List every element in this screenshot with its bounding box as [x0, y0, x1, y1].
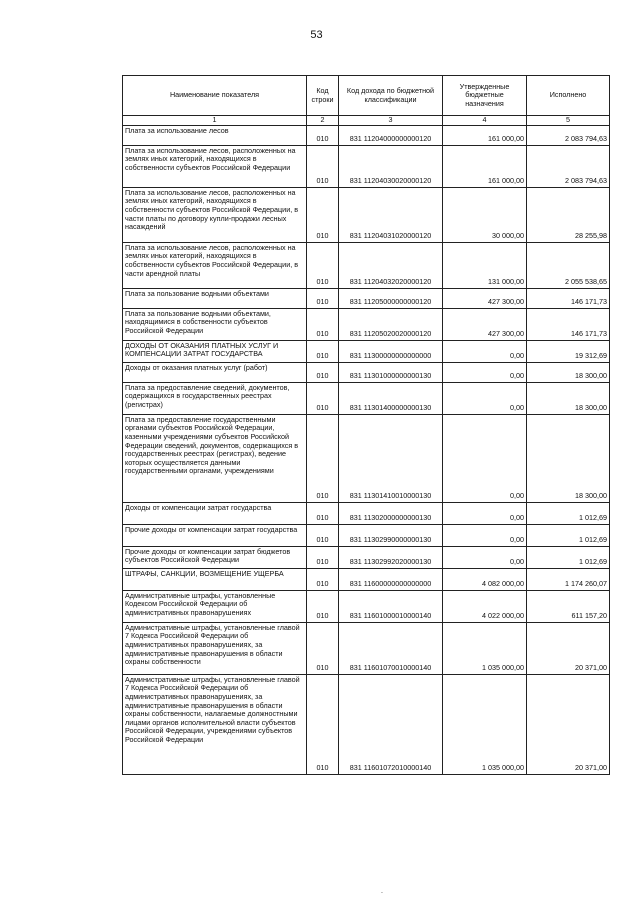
row-code: 010: [307, 308, 339, 340]
row-code: 010: [307, 125, 339, 145]
table-row: [123, 502, 610, 524]
income-code: 831 11601072010000140: [339, 674, 443, 774]
row-code: 010: [307, 568, 339, 590]
income-code: 831 11205000000000120: [339, 288, 443, 308]
header-executed: Исполнено: [527, 76, 610, 116]
row-name: Прочие доходы от компенсации затрат бюджетов субъектов Российской Федерации: [123, 546, 307, 568]
column-number: 5: [527, 116, 610, 126]
row-code: 010: [307, 622, 339, 674]
row-name: Административные штрафы, установленные главой 7 Кодекса Российской Федерации об административных правонарушениях, за административные правонарушения в области охраны собственности: [123, 622, 307, 674]
revenue-table: [122, 75, 610, 775]
income-code: 831 11301410010000130: [339, 414, 443, 502]
row-code: 010: [307, 546, 339, 568]
table-row: [123, 288, 610, 308]
table-row: [123, 340, 610, 362]
table-row: [123, 362, 610, 382]
income-code: 831 11301000000000130: [339, 362, 443, 382]
row-code: 010: [307, 590, 339, 622]
executed-amount: 28 255,98: [527, 187, 610, 242]
income-code: 831 11302992020000130: [339, 546, 443, 568]
row-name: Доходы от оказания платных услуг (работ): [123, 362, 307, 382]
executed-amount: 2 055 538,65: [527, 242, 610, 288]
approved-amount: 1 035 000,00: [443, 674, 527, 774]
row-code: 010: [307, 382, 339, 414]
table-row: [123, 382, 610, 414]
approved-amount: 0,00: [443, 502, 527, 524]
approved-amount: 0,00: [443, 546, 527, 568]
income-code: 831 11302990000000130: [339, 524, 443, 546]
executed-amount: 20 371,00: [527, 622, 610, 674]
executed-amount: 146 171,73: [527, 288, 610, 308]
row-name: Плата за пользование водными объектами: [123, 288, 307, 308]
approved-amount: 0,00: [443, 340, 527, 362]
footer-mark: .: [381, 888, 383, 895]
approved-amount: 161 000,00: [443, 145, 527, 187]
executed-amount: 2 083 794,63: [527, 145, 610, 187]
approved-amount: 30 000,00: [443, 187, 527, 242]
income-code: 831 11204031020000120: [339, 187, 443, 242]
table-row: [123, 674, 610, 774]
executed-amount: 1 012,69: [527, 546, 610, 568]
executed-amount: 18 300,00: [527, 362, 610, 382]
column-number: 2: [307, 116, 339, 126]
row-name: Плата за использование лесов: [123, 125, 307, 145]
approved-amount: 0,00: [443, 524, 527, 546]
income-code: 831 11300000000000000: [339, 340, 443, 362]
executed-amount: 19 312,69: [527, 340, 610, 362]
column-number: 1: [123, 116, 307, 126]
column-number: 3: [339, 116, 443, 126]
executed-amount: 18 300,00: [527, 382, 610, 414]
income-code: 831 11301400000000130: [339, 382, 443, 414]
header-approved: Утвержденные бюджетные назначения: [443, 76, 527, 116]
row-name: Плата за использование лесов, расположенных на землях иных категорий, находящихся в собственности субъектов Российской Федерации, в части платы по договору купли-продажи лесных насаждений: [123, 187, 307, 242]
row-name: Плата за предоставление государственными органами субъектов Российской Федерации, казенными учреждениями субъектов Российской Федерации сведений, документов, содержащихся в государственных реестрах (регистрах), ведение которых осуществляется данными государственными органами, учреждениями: [123, 414, 307, 502]
table-row: [123, 590, 610, 622]
income-code: 831 11601070010000140: [339, 622, 443, 674]
row-code: 010: [307, 340, 339, 362]
approved-amount: 427 300,00: [443, 308, 527, 340]
row-name: Плата за использование лесов, расположенных на землях иных категорий, находящихся в собственности субъектов Российской Федерации: [123, 145, 307, 187]
approved-amount: 0,00: [443, 362, 527, 382]
table-row: [123, 187, 610, 242]
income-code: 831 11601000010000140: [339, 590, 443, 622]
row-name: Административные штрафы, установленные Кодексом Российской Федерации об административных правонарушениях: [123, 590, 307, 622]
row-code: 010: [307, 502, 339, 524]
executed-amount: 611 157,20: [527, 590, 610, 622]
income-code: 831 11302000000000130: [339, 502, 443, 524]
income-code: 831 11204032020000120: [339, 242, 443, 288]
row-name: Доходы от компенсации затрат государства: [123, 502, 307, 524]
row-code: 010: [307, 524, 339, 546]
table-row: [123, 622, 610, 674]
executed-amount: 1 012,69: [527, 502, 610, 524]
row-code: 010: [307, 414, 339, 502]
approved-amount: 0,00: [443, 414, 527, 502]
row-code: 010: [307, 242, 339, 288]
approved-amount: 427 300,00: [443, 288, 527, 308]
header-row-code: Код строки: [307, 76, 339, 116]
executed-amount: 2 083 794,63: [527, 125, 610, 145]
table-row: [123, 414, 610, 502]
row-name: Административные штрафы, установленные главой 7 Кодекса Российской Федерации об административных правонарушениях, за административные правонарушения в области охраны собственности, налагаемые должностными лицами органов исполнительной власти субъектов Российской Федерации, учреждениями субъектов Российской Федерации: [123, 674, 307, 774]
approved-amount: 4 022 000,00: [443, 590, 527, 622]
row-code: 010: [307, 145, 339, 187]
executed-amount: 1 012,69: [527, 524, 610, 546]
row-name: Плата за пользование водными объектами, находящимися в собственности субъектов Российской Федерации: [123, 308, 307, 340]
income-code: 831 11204000000000120: [339, 125, 443, 145]
row-name: Плата за использование лесов, расположенных на землях иных категорий, находящихся в собственности субъектов Российской Федерации, в части арендной платы: [123, 242, 307, 288]
header-indicator-name: Наименование показателя: [123, 76, 307, 116]
page-number: 53: [310, 29, 323, 41]
income-code: 831 11204030020000120: [339, 145, 443, 187]
table-row: [123, 242, 610, 288]
table-row: [123, 568, 610, 590]
table-row: [123, 308, 610, 340]
executed-amount: 20 371,00: [527, 674, 610, 774]
row-name: Плата за предоставление сведений, документов, содержащихся в государственных реестрах (регистрах): [123, 382, 307, 414]
table-row: [123, 524, 610, 546]
table-row: [123, 125, 610, 145]
row-name: ШТРАФЫ, САНКЦИИ, ВОЗМЕЩЕНИЕ УЩЕРБА: [123, 568, 307, 590]
approved-amount: 161 000,00: [443, 125, 527, 145]
column-number: 4: [443, 116, 527, 126]
executed-amount: 18 300,00: [527, 414, 610, 502]
approved-amount: 131 000,00: [443, 242, 527, 288]
approved-amount: 0,00: [443, 382, 527, 414]
row-code: 010: [307, 288, 339, 308]
row-name: Прочие доходы от компенсации затрат государства: [123, 524, 307, 546]
row-code: 010: [307, 187, 339, 242]
table-row: [123, 546, 610, 568]
approved-amount: 4 082 000,00: [443, 568, 527, 590]
row-name: ДОХОДЫ ОТ ОКАЗАНИЯ ПЛАТНЫХ УСЛУГ И КОМПЕНСАЦИИ ЗАТРАТ ГОСУДАРСТВА: [123, 340, 307, 362]
header-income-code: Код дохода по бюджетной классификации: [339, 76, 443, 116]
row-code: 010: [307, 362, 339, 382]
income-code: 831 11600000000000000: [339, 568, 443, 590]
table-row: [123, 145, 610, 187]
executed-amount: 1 174 260,07: [527, 568, 610, 590]
executed-amount: 146 171,73: [527, 308, 610, 340]
approved-amount: 1 035 000,00: [443, 622, 527, 674]
row-code: 010: [307, 674, 339, 774]
income-code: 831 11205020020000120: [339, 308, 443, 340]
